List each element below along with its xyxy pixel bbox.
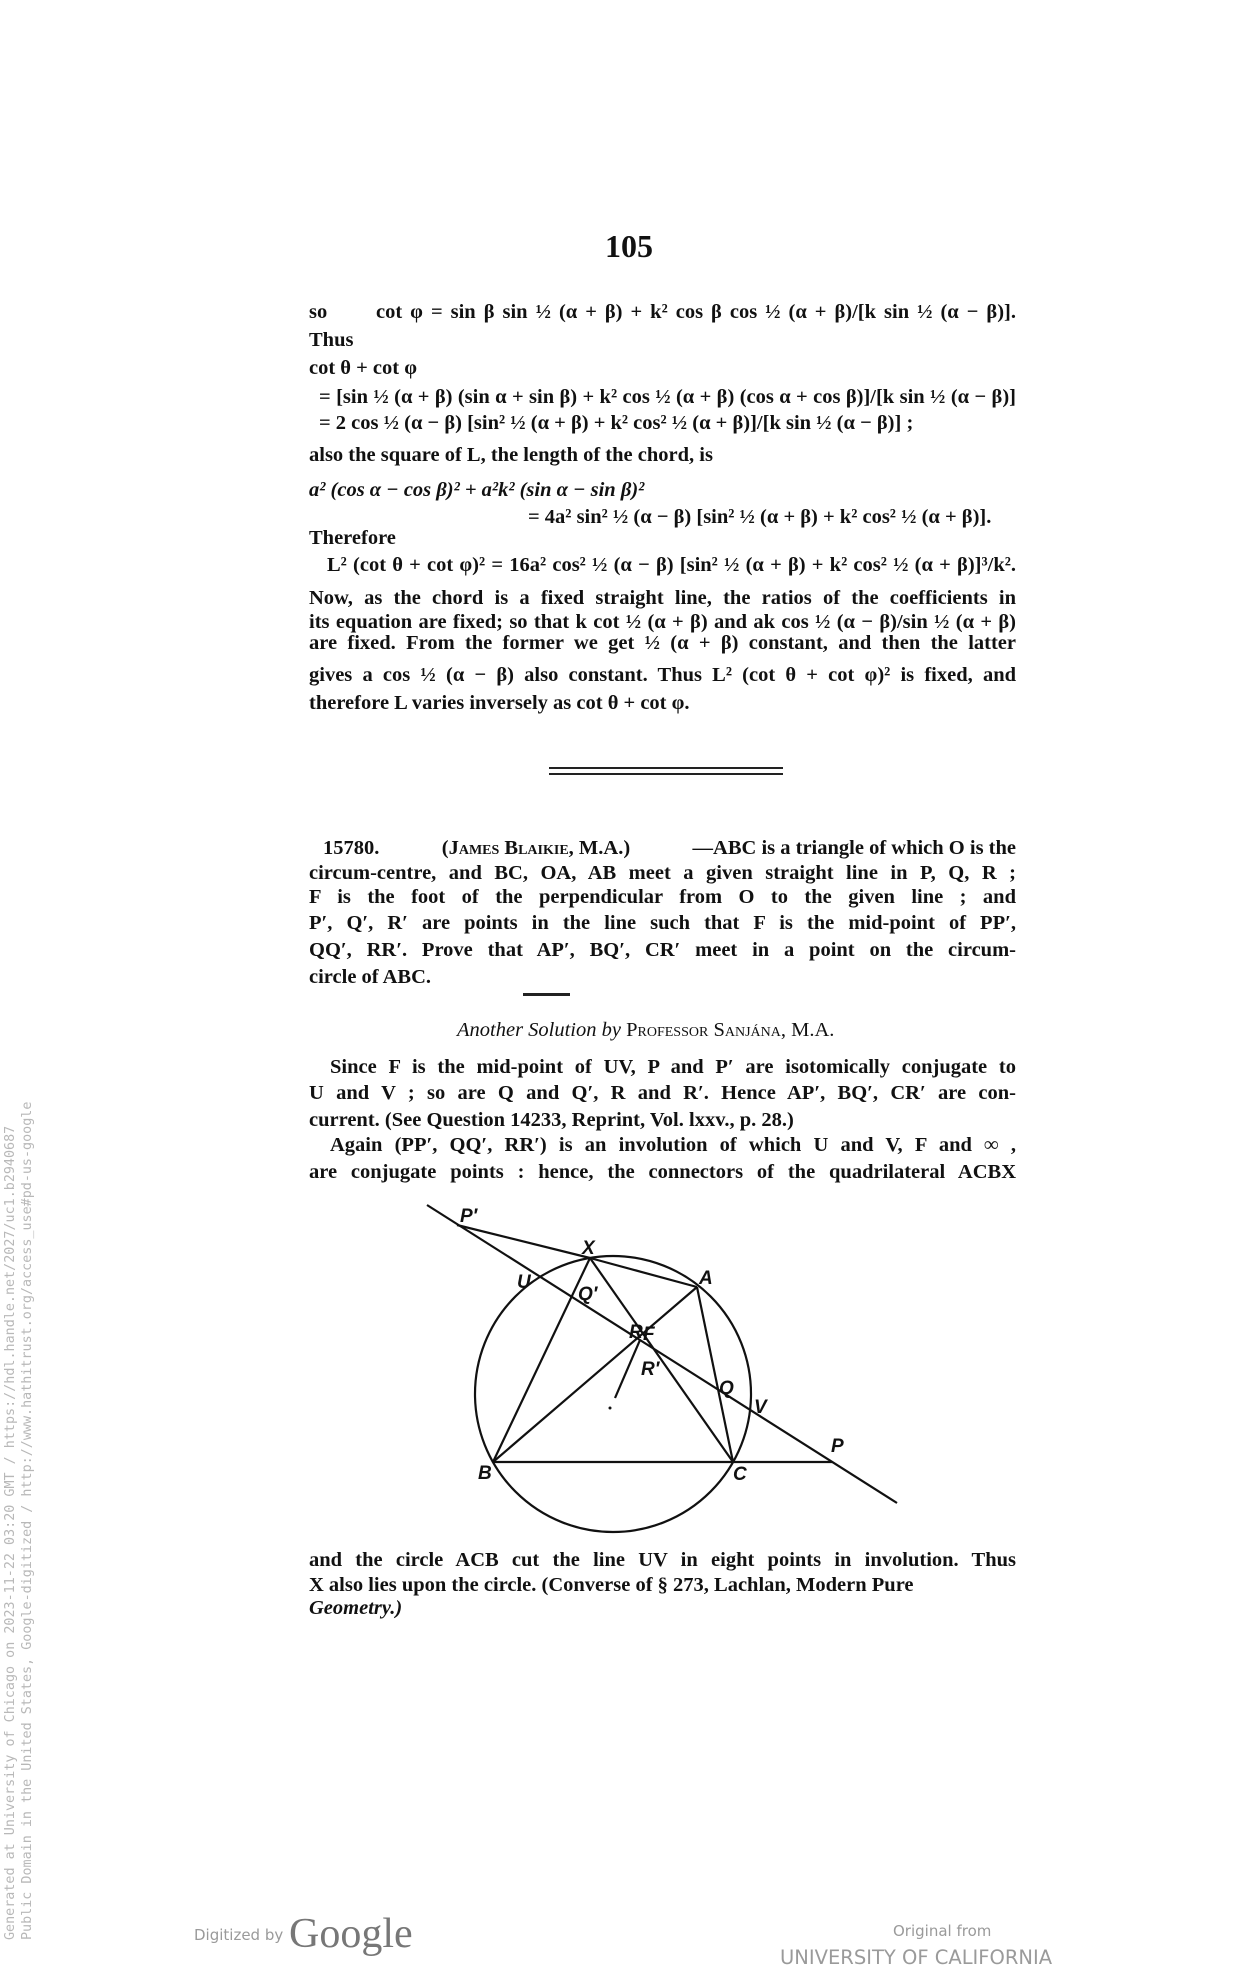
equation-2: = 2 cos ½ (α − β) [sin² ½ (α + β) + k² cos² ½ (α + β)]/[k sin ½ (α − β)] ; [319, 412, 914, 434]
label-r: R [629, 1322, 643, 1343]
question-number: 15780. [323, 837, 380, 859]
line-x-a [590, 1258, 697, 1287]
perpendicular-o-f [615, 1340, 640, 1398]
digitized-by: Digitized by [194, 1926, 284, 1944]
page-number: 105 [605, 228, 653, 264]
solution-heading-italic: Another Solution by [457, 1019, 621, 1041]
solution-after-line: and the circle ACB cut the line UV in eight points in involution. Thus [309, 1549, 1016, 1571]
google-logo: Google [289, 1911, 413, 1957]
text-cot-sum: cot θ + cot φ [309, 357, 418, 379]
equation-1: = [sin ½ (α + β) (sin α + sin β) + k² cos ½ (α + β) (cos α + cos β)]/[k sin ½ (α − β)] [319, 386, 1016, 408]
label-q-prime: Q′ [578, 1284, 598, 1305]
line-b-a [493, 1287, 697, 1462]
question-line: circum-centre, and BC, OA, AB meet a given straight line in P, Q, R ; [309, 862, 1016, 884]
label-v: V [754, 1397, 767, 1418]
equation-cot-phi: cot φ = sin β sin ½ (α + β) + k² cos β cos ½ (α + β)/[k sin ½ (α − β)]. [376, 301, 1016, 323]
question-line: circle of ABC. [309, 966, 432, 988]
line-p-prime-x [457, 1225, 590, 1258]
question-first-line [323, 836, 1016, 860]
label-r-prime: R′ [641, 1359, 660, 1380]
text-therefore: Therefore [309, 527, 396, 549]
text-thus: Thus [309, 329, 354, 351]
institution-name: UNIVERSITY OF CALIFORNIA [780, 1946, 1053, 1969]
label-b: B [478, 1463, 492, 1484]
circumcircle [475, 1256, 751, 1532]
label-x: X [582, 1238, 595, 1259]
solution-line: Again (PP′, QQ′, RR′) is an involution of which U and V, F and ∞ , [330, 1134, 1016, 1156]
paragraph-line: gives a cos ½ (α − β) also constant. Thus L² (cot θ + cot φ)² is fixed, and [309, 664, 1016, 686]
label-c: C [733, 1464, 747, 1485]
solution-line: Since F is the mid-point of UV, P and P′ are isotomically conjugate to [330, 1056, 1016, 1078]
solution-line: are conjugate points : hence, the connectors of the quadrilateral ACBX [309, 1161, 1016, 1183]
text-so: so [309, 301, 328, 323]
solution-after-text: X also lies upon the circle. (Converse of § 273, Lachlan, Modern Pure [309, 1574, 914, 1596]
equation-final: L² (cot θ + cot φ)² = 16a² cos² ½ (α − β) [sin² ½ (α + β) + k² cos² ½ (α + β)]³/k². [327, 554, 1016, 576]
centre-dot [609, 1407, 612, 1410]
given-line [427, 1205, 897, 1503]
paragraph-line: Now, as the chord is a fixed straight line, the ratios of the coefficients in [309, 587, 1016, 609]
label-a: A [699, 1268, 713, 1289]
question-line: QQ′, RR′. Prove that AP′, BQ′, CR′ meet in a point on the circum- [309, 939, 1016, 961]
question-text: —ABC is a triangle of which O is the [692, 837, 1016, 859]
equation-square-lhs: a² (cos α − cos β)² + a²k² (sin α − sin β)² [309, 479, 645, 501]
short-rule [523, 993, 570, 996]
solution-after-line [309, 1573, 1016, 1597]
solution-line: U and V ; so are Q and Q′, R and R′. Hence AP′, BQ′, CR′ are con- [309, 1082, 1016, 1104]
line-a-c [697, 1287, 733, 1462]
paragraph-line: its equation are fixed; so that k cot ½ (α + β) and ak cos ½ (α − β)/sin ½ (α + β) [309, 611, 1016, 633]
paragraph-line: are fixed. From the former we get ½ (α + β) constant, and then the latter [309, 632, 1016, 654]
line-x-c [590, 1258, 733, 1462]
line-x-b [493, 1258, 590, 1462]
divider-rule [549, 767, 783, 769]
original-from: Original from [893, 1922, 992, 1940]
label-p-prime: P′ [460, 1206, 478, 1227]
label-f: F [643, 1324, 655, 1345]
solution-line: current. (See Question 14233, Reprint, Vol. lxxv., p. 28.) [309, 1109, 794, 1131]
question-line: P′, Q′, R′ are points in the line such that F is the mid-point of PP′, [309, 912, 1016, 934]
label-u: U [517, 1272, 531, 1293]
solution-after-line: Geometry.) [309, 1597, 403, 1619]
solution-heading [457, 1018, 834, 1042]
equation-square-rhs: = 4a² sin² ½ (α − β) [sin² ½ (α + β) + k² cos² ½ (α + β)]. [528, 506, 992, 528]
paragraph-line: therefore L varies inversely as cot θ + cot φ. [309, 692, 690, 714]
question-line: F is the foot of the perpendicular from O to the given line ; and [309, 886, 1016, 908]
label-q: Q [719, 1378, 734, 1399]
watermark-line: Public Domain in the United States, Google-digitized / http://www.hathitrust.org/access_use#pd-us-google [20, 1101, 35, 1940]
question-author: (James Blaikie, M.A.) [441, 837, 631, 859]
label-p: P [831, 1436, 844, 1457]
divider-rule [549, 773, 783, 775]
solution-heading-author: Professor Sanjána, M.A. [626, 1019, 835, 1041]
text-also: also the square of L, the length of the chord, is [309, 444, 713, 466]
watermark-line: Generated at University of Chicago on 2023-11-22 03:20 GMT / https://hdl.handle.net/2027/uc1.b2940687 [3, 1125, 18, 1940]
